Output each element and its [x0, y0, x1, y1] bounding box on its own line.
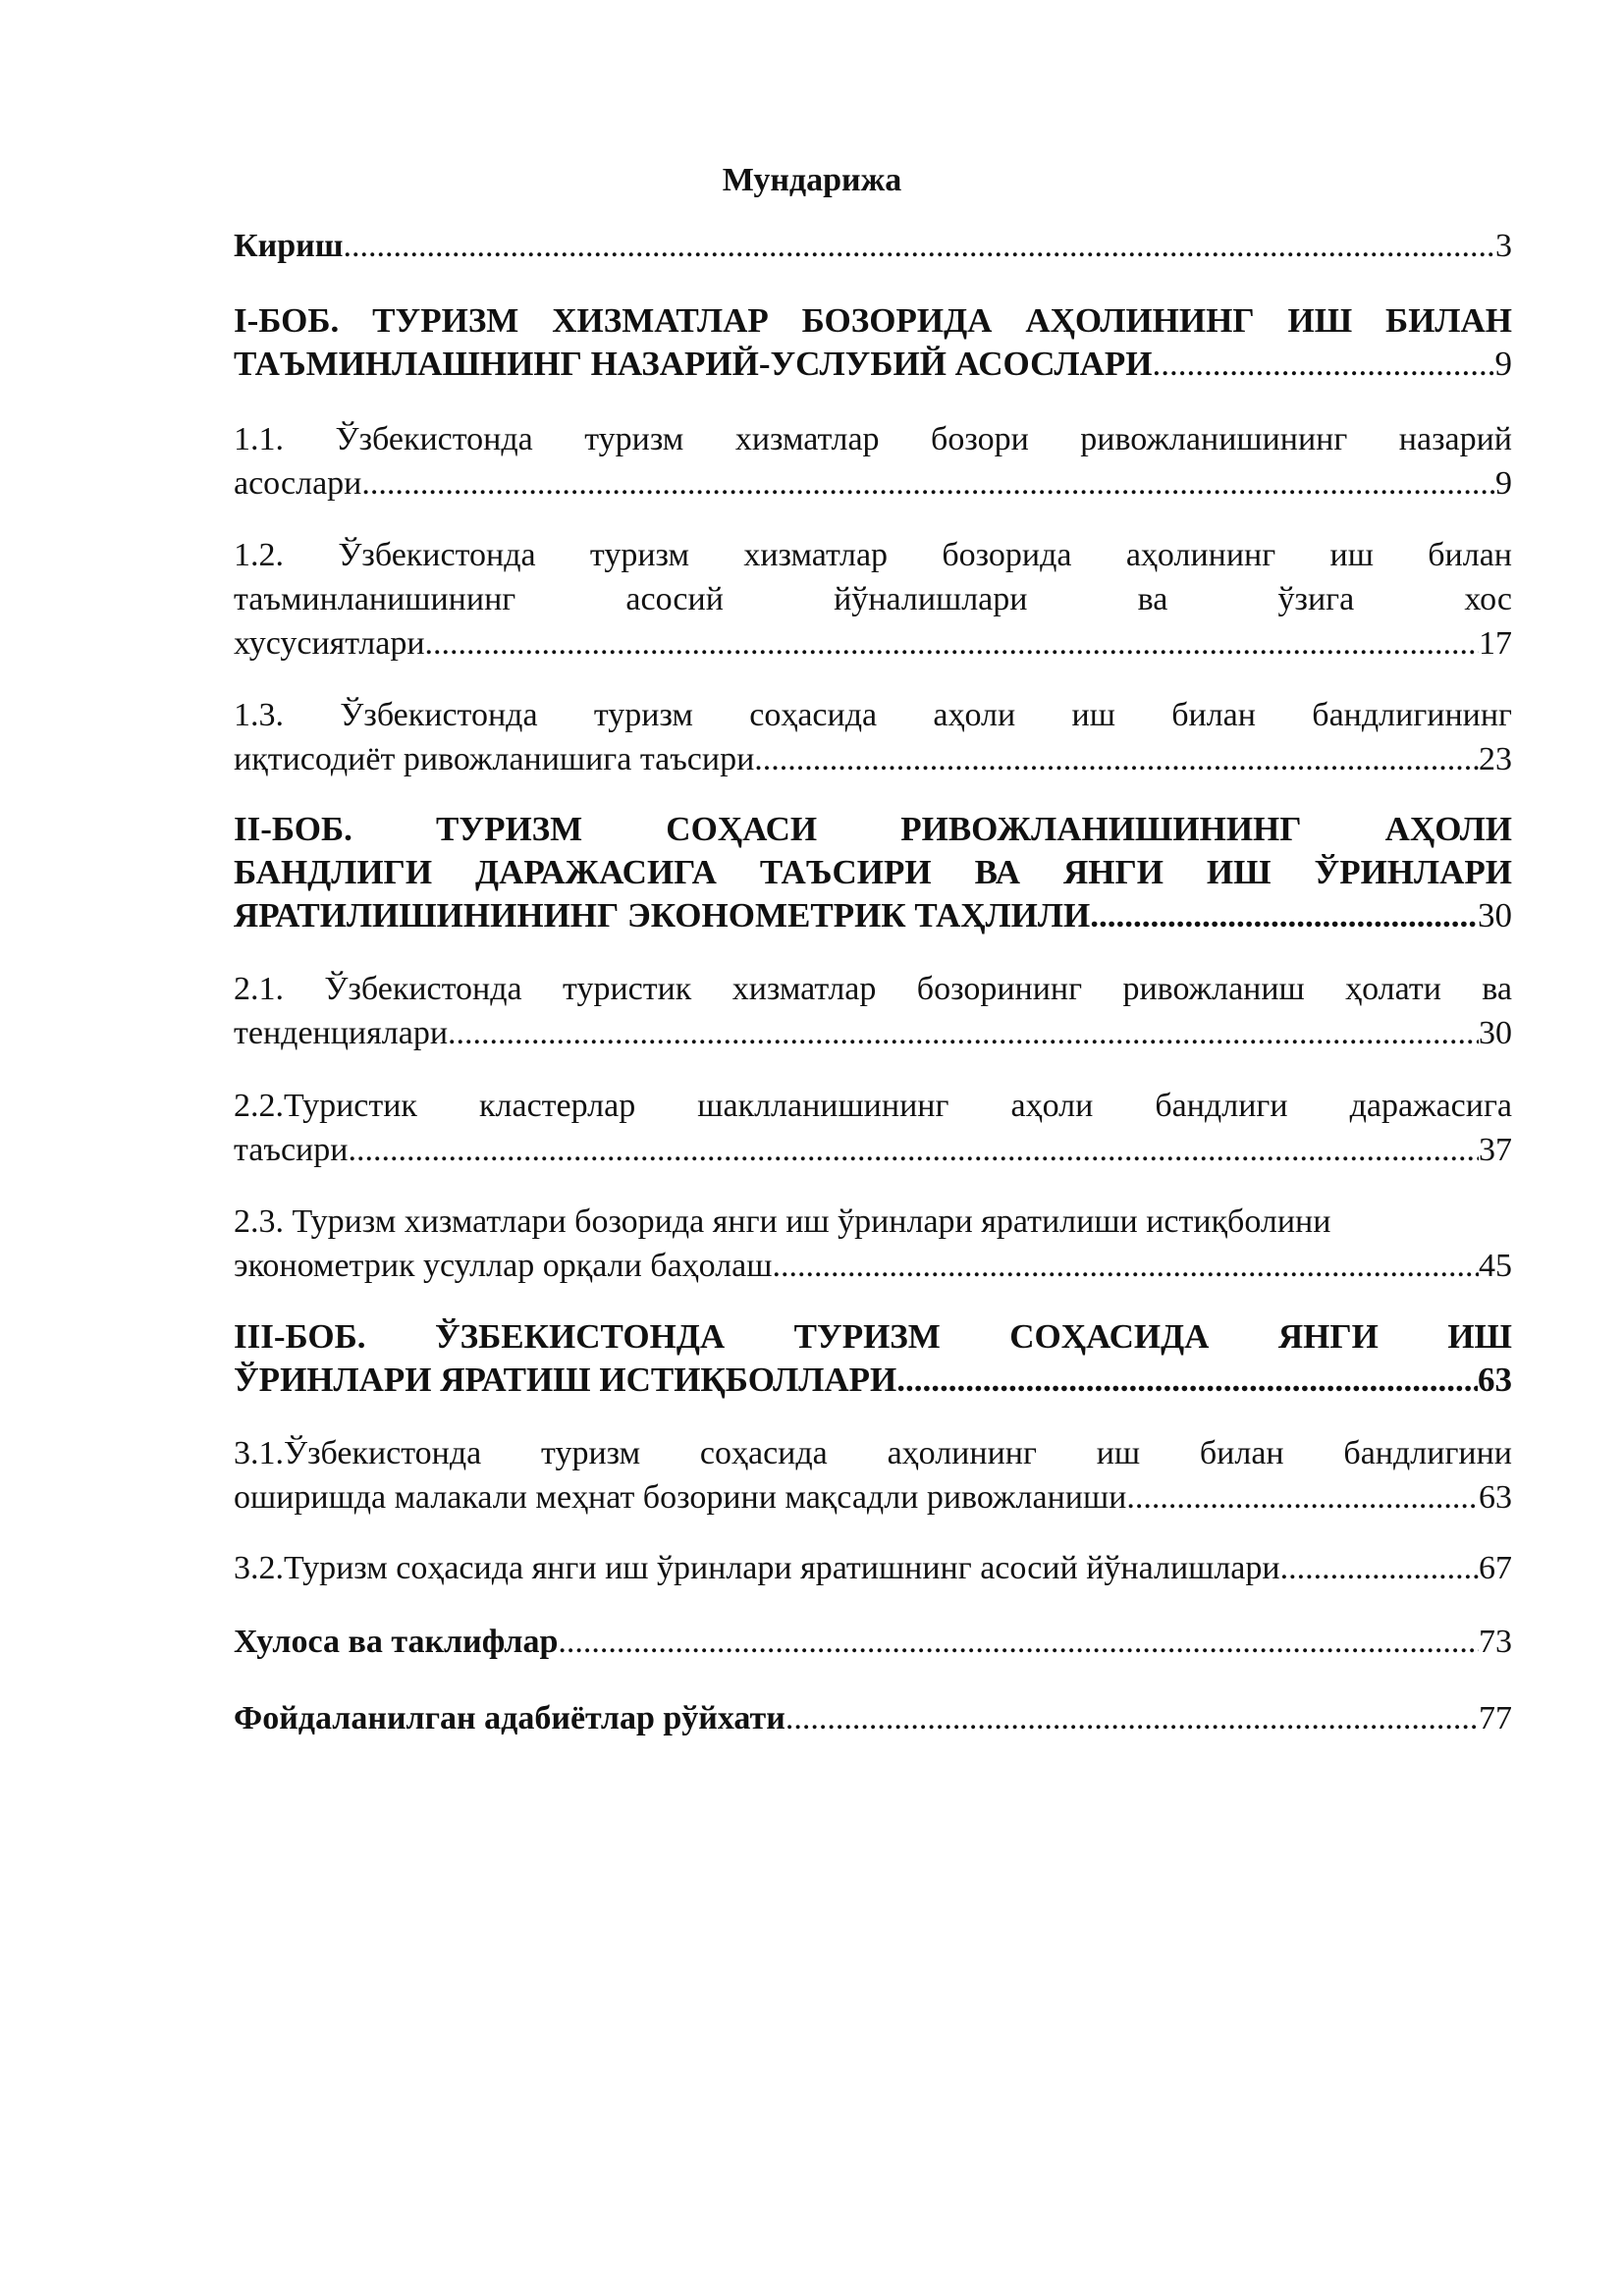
section-title-line: таъминланишининг асосий йўналишлари ва ўзига хос	[234, 581, 1512, 617]
toc-entry-section-2-3	[234, 1200, 1512, 1288]
section-title-line: 2.2.Туристик кластерлар шаклланишининг аҳоли бандлиги даражасига	[234, 1088, 1512, 1124]
section-title-line: оширишда малакали меҳнат бозорини мақсадли ривожланиши	[234, 1479, 1127, 1516]
leader-dots	[558, 1620, 1479, 1664]
chapter-title-line: БАНДЛИГИ ДАРАЖАСИГА ТАЪСИРИ ВА ЯНГИ ИШ ЎРИНЛАРИ	[234, 853, 1512, 891]
toc-entry-section-3-2	[234, 1546, 1512, 1590]
section-title-line: 1.1. Ўзбекистонда туризм хизматлар бозори ривожланишининг назарий	[234, 421, 1512, 457]
leader-dots	[772, 1244, 1479, 1288]
section-title-line: 2.1. Ўзбекистонда туристик хизматлар бозорининг ривожланиш ҳолати ва	[234, 971, 1512, 1007]
leader-dots	[1090, 894, 1478, 937]
leader-dots	[448, 1011, 1479, 1055]
leader-dots	[361, 461, 1495, 506]
toc-entry-text: Фойдаланилган адабиётлар рўйхати	[234, 1700, 785, 1736]
section-title-line: иқтисодиёт ривожланишига таъсири	[234, 741, 755, 777]
section-title-line: 1.2. Ўзбекистонда туризм хизматлар бозорида аҳолининг иш билан	[234, 537, 1512, 573]
leader-dots	[1153, 343, 1495, 386]
toc-entry-text: Хулоса ва таклифлар	[234, 1624, 559, 1660]
leader-dots	[425, 621, 1479, 666]
toc-entry-text: Кириш	[234, 228, 344, 264]
chapter-title-line: I-БОБ. ТУРИЗМ ХИЗМАТЛАР БОЗОРИДА АҲОЛИНИНГ ИШ БИЛАН	[234, 301, 1512, 340]
section-title-line: 1.3. Ўзбекистонда туризм соҳасида аҳоли иш билан бандлигининг	[234, 697, 1512, 733]
toc-page-number: 73	[1479, 1624, 1512, 1660]
chapter-title-line: II-БОБ. ТУРИЗМ СОҲАСИ РИВОЖЛАНИШИНИНГ АҲОЛИ	[234, 810, 1512, 848]
toc-entry-chapter-2	[234, 808, 1512, 937]
toc-entry-section-1-1	[234, 417, 1512, 506]
toc-page-number: 30	[1479, 1015, 1512, 1051]
section-title-line: тенденциялари	[234, 1015, 449, 1051]
toc-page-number: 63	[1478, 1361, 1512, 1399]
toc-page-number: 9	[1494, 345, 1512, 383]
leader-dots	[785, 1696, 1479, 1740]
toc-page-number: 3	[1495, 228, 1512, 264]
section-title-line: хусусиятлари	[234, 625, 425, 662]
chapter-title-line: III-БОБ. ЎЗБЕКИСТОНДА ТУРИЗМ СОҲАСИДА ЯНГИ ИШ	[234, 1317, 1512, 1356]
toc-page-number: 37	[1479, 1132, 1512, 1168]
toc-page-number: 63	[1479, 1479, 1512, 1516]
toc-entry-conclusion	[234, 1620, 1512, 1664]
leader-dots	[896, 1359, 1478, 1402]
leader-dots	[1126, 1475, 1479, 1520]
chapter-title-line: ТАЪМИНЛАШНИНГ НАЗАРИЙ-УСЛУБИЙ АСОСЛАРИ	[234, 345, 1153, 383]
toc-page-number: 9	[1495, 465, 1512, 502]
toc-entry-chapter-3	[234, 1315, 1512, 1402]
toc-page-number: 30	[1478, 896, 1512, 934]
toc-entry-section-3-1	[234, 1431, 1512, 1520]
section-title-line: 2.3. Туризм хизматлари бозорида янги иш ўринлари яратилиши истиқболини	[234, 1203, 1331, 1240]
leader-dots	[754, 737, 1479, 781]
leader-dots	[343, 224, 1495, 268]
chapter-title-line: ЯРАТИЛИШИНИНИНГ ЭКОНОМЕТРИК ТАҲЛИЛИ	[234, 896, 1091, 934]
section-title-line: 3.1.Ўзбекистонда туризм соҳасида аҳолининг иш билан бандлигини	[234, 1435, 1512, 1471]
toc-entry-section-2-2	[234, 1084, 1512, 1172]
toc-entry-section-1-2	[234, 533, 1512, 666]
toc-entry-section-2-1	[234, 967, 1512, 1055]
toc-page-number: 45	[1479, 1248, 1512, 1284]
toc-page-number: 67	[1479, 1550, 1512, 1586]
leader-dots	[1280, 1546, 1479, 1590]
chapter-title-line: ЎРИНЛАРИ ЯРАТИШ ИСТИҚБОЛЛАРИ	[234, 1361, 897, 1399]
toc-entry-intro	[234, 224, 1512, 268]
toc-page-number: 77	[1479, 1700, 1512, 1736]
section-title-line: эконометрик усуллар орқали баҳолаш	[234, 1248, 773, 1284]
toc-page-number: 23	[1479, 741, 1512, 777]
leader-dots	[348, 1128, 1479, 1172]
toc-page-number: 17	[1479, 625, 1512, 662]
toc-entry-references	[234, 1696, 1512, 1740]
section-title-line: таъсири	[234, 1132, 349, 1168]
section-title-line: 3.2.Туризм соҳасида янги иш ўринлари яратишнинг асосий йўналишлари	[234, 1550, 1280, 1586]
toc-entry-chapter-1	[234, 299, 1512, 386]
section-title-line: асослари	[234, 465, 362, 502]
toc-title: Мундарижа	[722, 162, 902, 198]
toc-entry-section-1-3	[234, 693, 1512, 781]
